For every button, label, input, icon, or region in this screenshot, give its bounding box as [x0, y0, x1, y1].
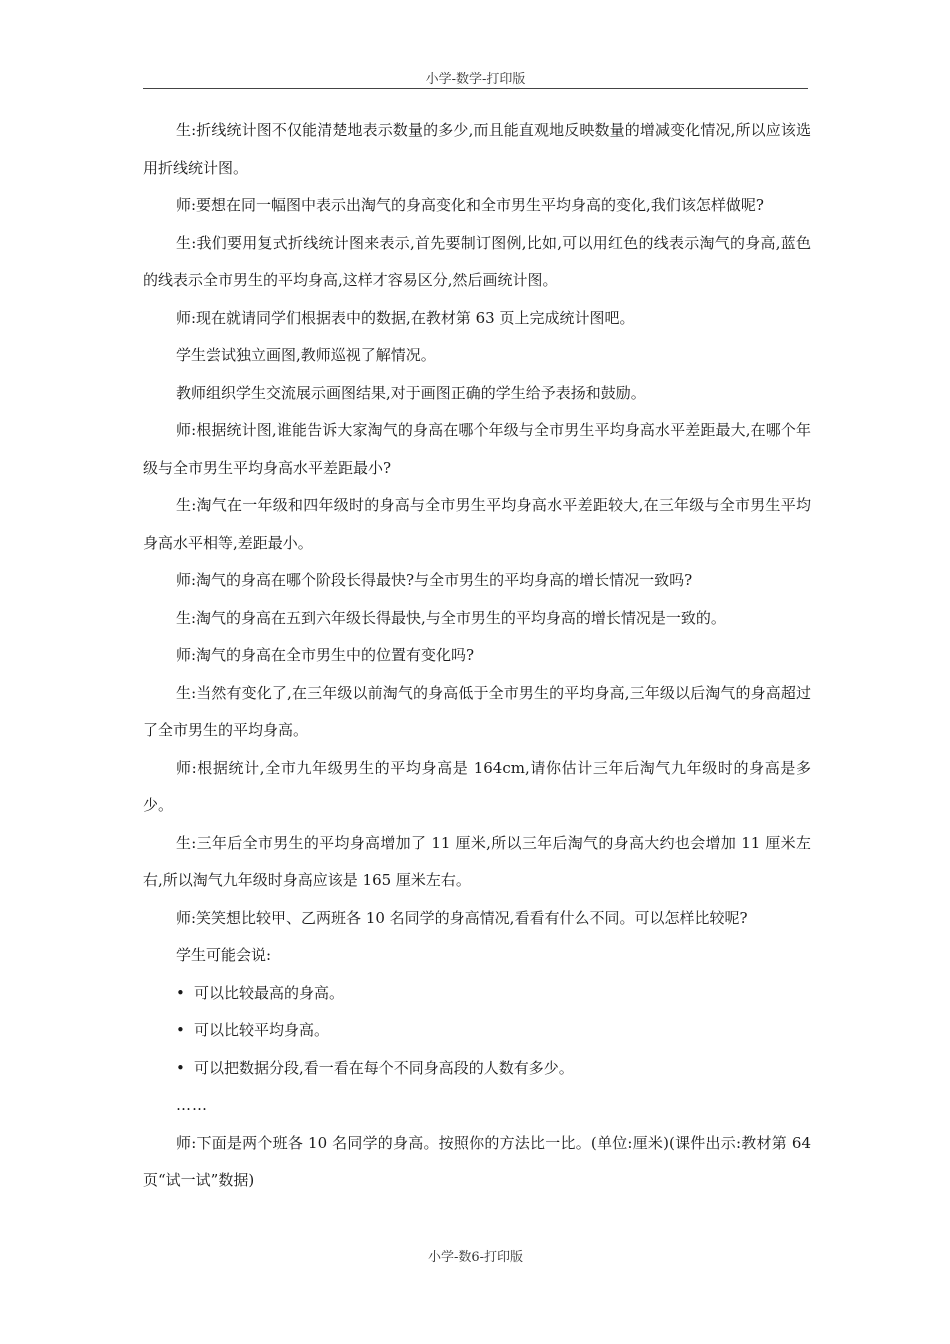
paragraph: 生:当然有变化了,在三年级以前淘气的身高低于全市男生的平均身高,三年级以后淘气的身高超过了全市男生的平均身高。	[143, 683, 811, 739]
paragraph: 生:三年后全市男生的平均身高增加了 11 厘米,所以三年后淘气的身高大约也会增加 11 厘米左右,所以淘气九年级时身高应该是 165 厘米左右。	[143, 833, 811, 889]
page-header: 小学-数学-打印版	[425, 72, 526, 87]
page-footer	[143, 1246, 808, 1265]
bullet-dot: •	[176, 1021, 185, 1039]
paragraph: 师:淘气的身高在全市男生中的位置有变化吗?	[176, 646, 475, 664]
ellipsis: ……	[176, 1096, 208, 1114]
closing-paragraph: 师:下面是两个班各 10 名同学的身高。按照你的方法比一比。(单位:厘米)(课件出示:教材第 64 页“试一试”数据)	[143, 1133, 811, 1189]
paragraph: 师:根据统计图,谁能告诉大家淘气的身高在哪个年级与全市男生平均身高水平差距最大,在哪个年级与全市男生平均身高水平差距最小?	[143, 421, 811, 477]
footer-text-left: 小学-数	[427, 1250, 472, 1265]
bullet-item	[143, 975, 811, 1013]
bullet-dot: •	[176, 983, 185, 1002]
paragraph: 学生可能会说:	[176, 946, 272, 964]
paragraph: 学生尝试独立画图,教师巡视了解情况。	[176, 346, 436, 364]
paragraph: 生:淘气的身高在五到六年级长得最快,与全市男生的平均身高的增长情况是一致的。	[176, 608, 726, 627]
paragraph: 生:我们要用复式折线统计图来表示,首先要制订图例,比如,可以用红色的线表示淘气的身高,蓝色的线表示全市男生的平均身高,这样才容易区分,然后画统计图。	[143, 233, 811, 289]
bullet-item	[143, 1012, 811, 1050]
page-number: 6	[471, 1250, 480, 1265]
bullet-item	[143, 1050, 811, 1088]
header-divider	[143, 88, 808, 89]
paragraph: 生:折线统计图不仅能清楚地表示数量的多少,而且能直观地反映数量的增减变化情况,所以应该选用折线统计图。	[143, 121, 811, 177]
document-body	[143, 112, 811, 1200]
paragraph: 师:根据统计,全市九年级男生的平均身高是 164cm,请你估计三年后淘气九年级时的身高是多少。	[143, 758, 811, 814]
paragraph: 师:笑笑想比较甲、乙两班各 10 名同学的身高情况,看看有什么不同。可以怎样比较呢?	[176, 908, 748, 927]
bullet-text: 可以比较最高的身高。	[194, 983, 345, 1002]
paragraph: 师:淘气的身高在哪个阶段长得最快?与全市男生的平均身高的增长情况一致吗?	[176, 571, 693, 589]
paragraph: 师:现在就请同学们根据表中的数据,在教材第 63 页上完成统计图吧。	[176, 308, 635, 327]
bullet-dot: •	[176, 1058, 185, 1077]
paragraph: 生:淘气在一年级和四年级时的身高与全市男生平均身高水平差距较大,在三年级与全市男生平均身高水平相等,差距最小。	[143, 496, 811, 552]
paragraph: 教师组织学生交流展示画图结果,对于画图正确的学生给予表扬和鼓励。	[176, 383, 646, 402]
paragraph: 师:要想在同一幅图中表示出淘气的身高变化和全市男生平均身高的变化,我们该怎样做呢?	[176, 196, 764, 214]
bullet-text: 可以比较平均身高。	[194, 1021, 330, 1039]
bullet-text: 可以把数据分段,看一看在每个不同身高段的人数有多少。	[194, 1058, 574, 1077]
footer-text-right: -打印版	[479, 1250, 524, 1265]
